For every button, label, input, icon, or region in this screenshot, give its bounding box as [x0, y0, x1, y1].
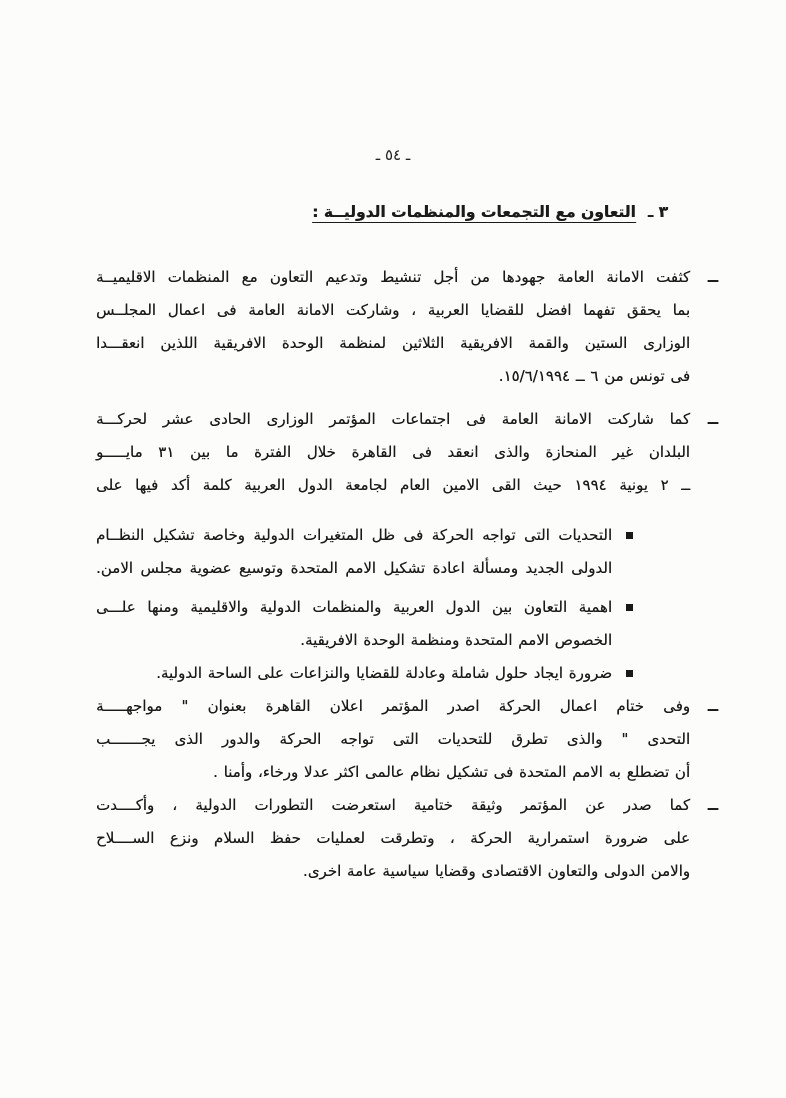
bullet-item — [96, 591, 612, 657]
section-heading — [60, 203, 668, 221]
text-line: الوزارى الستين والقمة الافريقية الثلاثين لمنظمة الوحدة الافريقية اللذين انعقـــدا — [96, 334, 690, 352]
text-line: وفى ختام اعمال الحركة اصدر المؤتمر اعلان القاهرة بعنوان " مواجهـــــة — [96, 697, 690, 715]
bullet-item — [96, 519, 612, 585]
text-line: التحديات التى تواجه الحركة فى ظل المتغيرات الدولية وخاصة تشكيل النظــام — [96, 526, 612, 544]
text-line: على ضرورة استمرارية الحركة ، وتطرقت لعمليات حفظ السلام ونزع الســــلاح — [96, 829, 690, 847]
text-line: أن تضطلع به الامم المتحدة فى تشكيل نظام عالمى اكثر عدلا ورخاء، وأمنا . — [213, 763, 690, 781]
text-line: البلدان غير المنحازة والذى انعقد فى القاهرة خلال الفترة ما بين ٣١ مايـــــو — [96, 443, 690, 461]
square-bullet-icon — [626, 670, 633, 677]
text-line: ــ ٢ يونية ١٩٩٤ حيث القى الامين العام لجامعة الدول العربية كلمة أكد فيها على — [96, 476, 691, 494]
paragraph — [96, 690, 718, 789]
text-line: بما يحقق تفهما افضل للقضايا العربية ، وشاركت الامانة العامة فى اعمال المجلــس — [96, 301, 690, 319]
document-body — [96, 261, 718, 888]
text-line: ضرورة ايجاد حلول شاملة وعادلة للقضايا والنزاعات على الساحة الدولية. — [156, 664, 612, 682]
dash-marker: ــ — [707, 697, 718, 715]
text-line: الدولى الجديد ومسألة اعادة تشكيل الامم المتحدة وتوسيع عضوية مجلس الامن. — [96, 559, 612, 577]
square-bullet-icon — [626, 604, 633, 611]
text-line: كثفت الامانة العامة جهودها من أجل تنشيط وتدعيم التعاون مع المنظمات الاقليميــة — [96, 268, 690, 286]
dash-marker: ــ — [707, 796, 718, 814]
dash-marker: ــ — [707, 268, 718, 286]
paragraph — [96, 261, 718, 393]
section-number: ٣ ـ — [647, 203, 668, 221]
dash-marker: ــ — [707, 410, 718, 428]
section-title: التعاون مع التجمعات والمنظمات الدوليــة : — [312, 203, 636, 221]
page-number: ـ ٥٤ ـ — [375, 146, 411, 164]
text-line: فى تونس من ٦ ــ ١٥/٦/١٩٩٤. — [498, 367, 690, 385]
bullet-item — [96, 657, 612, 690]
text-line: والامن الدولى والتعاون الاقتصادى وقضايا سياسية عامة اخرى. — [302, 862, 690, 880]
text-line: التحدى " والذى تطرق للتحديات التى تواجه الحركة والدور الذى يجـــــــب — [96, 730, 690, 748]
paragraph — [96, 403, 718, 502]
text-line: كما صدر عن المؤتمر وثيقة ختامية استعرضت التطورات الدولية ، وأكــــدت — [96, 796, 690, 814]
square-bullet-icon — [626, 532, 633, 539]
text-line: اهمية التعاون بين الدول العربية والمنظمات الدولية والاقليمية ومنها علـــى — [96, 598, 612, 616]
text-line: الخصوص الامم المتحدة ومنظمة الوحدة الافريقية. — [300, 631, 612, 649]
paragraph — [96, 789, 718, 888]
text-line: كما شاركت الامانة العامة فى اجتماعات المؤتمر الوزارى الحادى عشر لحركـــة — [96, 410, 690, 428]
